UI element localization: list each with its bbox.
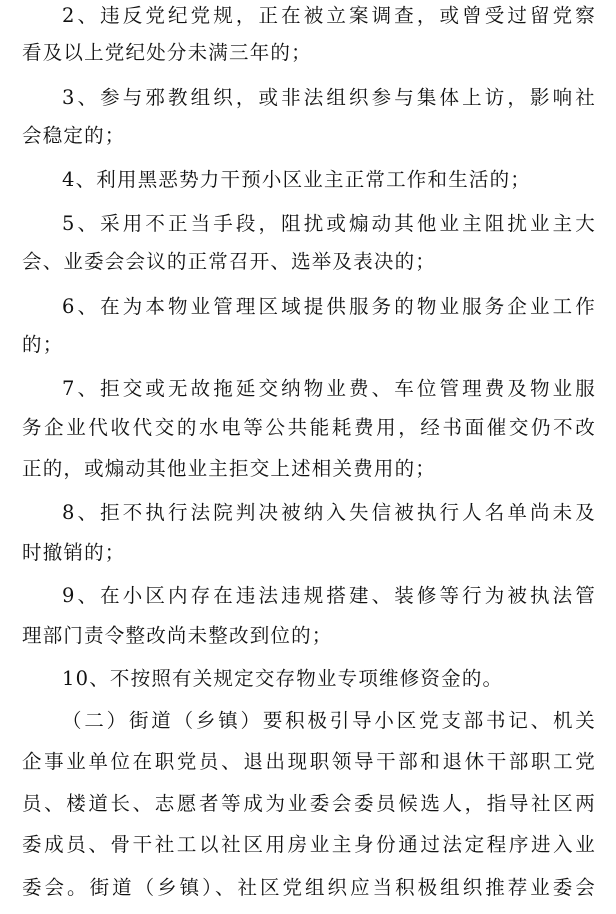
text-line: 8、拒不执行法院判决被纳入失信被执行人名单尚未及 bbox=[62, 501, 596, 524]
text-line: 正的，或煽动其他业主拒交上述相关费用的； bbox=[22, 457, 437, 480]
text-line: 2、违反党纪党规，正在被立案调查，或曾受过留党察 bbox=[62, 4, 596, 27]
text-line: 3、参与邪教组织，或非法组织参与集体上访，影响社 bbox=[62, 86, 596, 109]
text-line: 会、业委会会议的正常召开、选举及表决的； bbox=[22, 250, 437, 273]
text-line: 9、在小区内存在违法违规搭建、装修等行为被执法管 bbox=[62, 584, 596, 607]
text-line: 6、在为本物业管理区域提供服务的物业服务企业工作 bbox=[62, 295, 596, 318]
text-line: 4、利用黑恶势力干预小区业主正常工作和生活的； bbox=[62, 168, 532, 191]
text-line: 的； bbox=[22, 333, 64, 356]
text-line: 5、采用不正当手段，阻扰或煽动其他业主阻扰业主大 bbox=[62, 212, 596, 235]
text-line: 看及以上党纪处分未满三年的； bbox=[22, 41, 312, 64]
text-line: 会稳定的； bbox=[22, 124, 126, 147]
text-line: 委会。街道（乡镇）、社区党组织应当积极组织推荐业委会 bbox=[22, 876, 596, 899]
text-line: 委成员、骨干社工以社区用房业主身份通过法定程序进入业 bbox=[22, 833, 596, 856]
text-line: 企事业单位在职党员、退出现职领导干部和退休干部职工党 bbox=[22, 750, 596, 773]
text-line: 10、不按照有关规定交存物业专项维修资金的。 bbox=[62, 667, 504, 690]
text-line: 时撤销的； bbox=[22, 541, 126, 564]
text-line: 理部门责令整改尚未整改到位的； bbox=[22, 624, 333, 647]
text-line: 务企业代收代交的水电等公共能耗费用，经书面催交仍不改 bbox=[22, 416, 596, 439]
text-line: 7、拒交或无故拖延交纳物业费、车位管理费及物业服 bbox=[62, 377, 596, 400]
text-line: 员、楼道长、志愿者等成为业委会委员候选人，指导社区两 bbox=[22, 792, 596, 815]
text-line: （二）街道（乡镇）要积极引导小区党支部书记、机关 bbox=[62, 709, 596, 732]
